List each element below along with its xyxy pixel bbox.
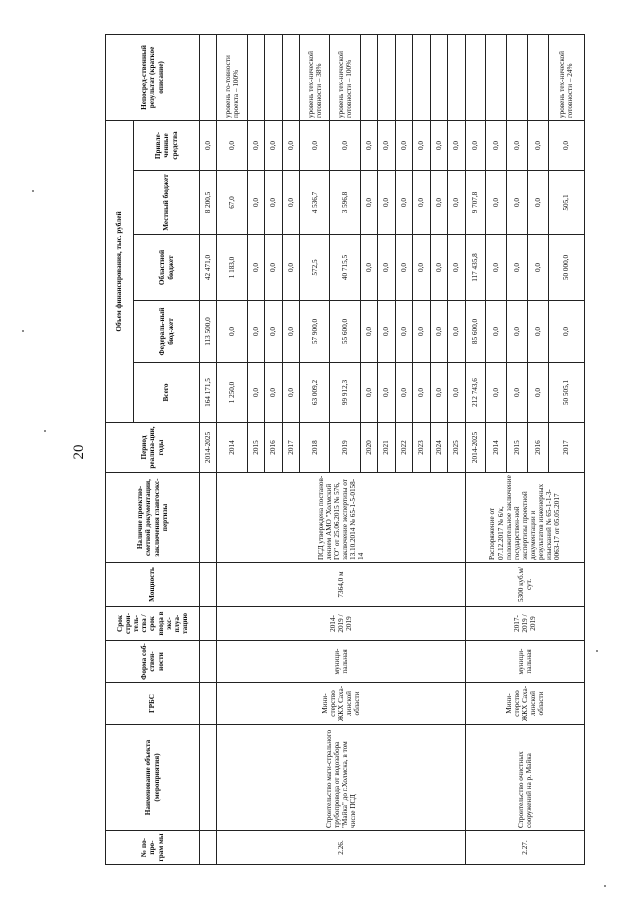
cell-local: 0,0 [430,171,447,235]
cell-result: уровень го-товности проекта – 100% [217,34,247,120]
header-attracted: Привле-ченные средства [134,120,200,170]
scan-speck [32,190,34,192]
cell-total: 0,0 [282,363,299,423]
cell-federal: 0,0 [507,301,528,363]
cell-regional: 0,0 [430,235,447,301]
cell-total: 0,0 [486,363,507,423]
cell-federal: 0,0 [247,301,264,363]
table-row [217,34,247,864]
cell-total: 0,0 [395,363,412,423]
cell-period: 2015 [247,423,264,473]
cell-local: 4 536,7 [300,171,330,235]
cell-period: 2015 [507,423,528,473]
cell-period: 2020 [360,423,377,473]
header-local: Местный бюджет [134,171,200,235]
cell-period: 2024 [430,423,447,473]
header-total: Всего [134,363,200,423]
cell-local: 8 200,5 [200,171,217,235]
cell-total: 0,0 [247,363,264,423]
header-term: Срок строи-тель-ства / срок ввода в экс-плуа-тацию [106,607,200,641]
cell-attracted: 0,0 [548,120,584,170]
cell-result [465,34,486,120]
cell-period: 2016 [265,423,282,473]
cell-local: 0,0 [360,171,377,235]
cell-total: 0,0 [378,363,395,423]
header-ownership: Форма соб-ствен-ности [106,641,200,683]
cell-total: 1 250,0 [217,363,247,423]
cell-result [486,34,507,120]
cell-attracted: 0,0 [486,120,507,170]
cell-regional: 1 183,0 [217,235,247,301]
cell-federal: 0,0 [217,301,247,363]
header-result: Непосред-ственный результат (краткое описание) [106,34,200,120]
table-row [465,34,486,864]
cell-total: 0,0 [507,363,528,423]
cell-local: 0,0 [247,171,264,235]
cell-total: 164 171,5 [200,363,217,423]
cell-regional: 0,0 [282,235,299,301]
cell-period: 2019 [330,423,360,473]
cell-total: 0,0 [528,363,549,423]
header-federal: Федераль-ный бюд-жет [134,301,200,363]
cell-total: 212 743,6 [465,363,486,423]
cell-federal: 85 600,0 [465,301,486,363]
cell-federal: 0,0 [548,301,584,363]
cell-total: 0,0 [265,363,282,423]
cell-period: 2021 [378,423,395,473]
cell-regional: 117 435,8 [465,235,486,301]
cell-local: 67,0 [217,171,247,235]
cell-result: уровень тех-нической готовности – 100% [330,34,360,120]
cell-regional: 40 715,5 [330,235,360,301]
cell-regional: 0,0 [413,235,430,301]
cell-regional: 0,0 [378,235,395,301]
cell-total: 0,0 [430,363,447,423]
scan-speck [604,885,606,887]
cell-local: 0,0 [486,171,507,235]
cell-empty [200,831,217,865]
cell-attracted: 0,0 [247,120,264,170]
cell-local: 0,0 [378,171,395,235]
cell-period: 2014-2025 [465,423,486,473]
cell-period: 2014 [486,423,507,473]
cell-regional: 50 000,0 [548,235,584,301]
cell-total: 99 912,3 [330,363,360,423]
cell-federal: 55 600,0 [330,301,360,363]
cell-attracted: 0,0 [507,120,528,170]
cell-period: 2022 [395,423,412,473]
cell-result [265,34,282,120]
cell-result [395,34,412,120]
cell-result [528,34,549,120]
cell-result [282,34,299,120]
cell-empty [200,725,217,831]
cell-attracted: 0,0 [528,120,549,170]
cell-result [413,34,430,120]
cell-docs: Распоряжение от 07.12.2017 № 6/к, положительное заключение государствен-ной экспертизы проектной документации и результатов инженерных изысканий № 65-1-1-3-0063-17 от 05.05.2017 [465,473,585,563]
cell-total: 0,0 [448,363,465,423]
cell-local: 505,1 [548,171,584,235]
cell-regional: 0,0 [507,235,528,301]
cell-attracted: 0,0 [360,120,377,170]
cell-empty [200,607,217,641]
cell-result: уровень тех-нической готовности – 24% [548,34,584,120]
cell-regional: 0,0 [448,235,465,301]
cell-attracted: 0,0 [217,120,247,170]
cell-attracted: 0,0 [413,120,430,170]
cell-local: 0,0 [448,171,465,235]
cell-federal: 0,0 [395,301,412,363]
cell-attracted: 0,0 [395,120,412,170]
cell-term: 2017-2019 / 2019 [465,607,585,641]
cell-regional: 0,0 [360,235,377,301]
cell-period: 2025 [448,423,465,473]
cell-federal: 0,0 [430,301,447,363]
cell-regional: 0,0 [486,235,507,301]
cell-name: Строительство очистных сооружений на р. Майка [465,725,585,831]
cell-local: 0,0 [413,171,430,235]
cell-attracted: 0,0 [330,120,360,170]
cell-empty [200,683,217,725]
cell-local: 9 707,8 [465,171,486,235]
cell-result [430,34,447,120]
cell-ownership: муници-пальная [465,641,585,683]
scan-speck [22,330,24,332]
cell-result [378,34,395,120]
funding-table [105,34,585,865]
cell-grbs: Мини-стерство ЖКХ Саха-линской области [465,683,585,725]
cell-attracted: 0,0 [200,120,217,170]
cell-empty [200,641,217,683]
cell-term: 2014-2019 / 2019 [217,607,465,641]
cell-federal: 0,0 [378,301,395,363]
scan-speck [44,430,46,432]
cell-period: 2016 [528,423,549,473]
cell-result: уровень тех-нической готовности – 38% [300,34,330,120]
cell-federal: 57 900,0 [300,301,330,363]
cell-name: Строительство маги-стрального трубопровода от водозабора "Майка" до г.Холмска, в том числе ПСД [217,725,465,831]
cell-attracted: 0,0 [378,120,395,170]
cell-total: 63 009,2 [300,363,330,423]
cell-regional: 0,0 [265,235,282,301]
cell-federal: 0,0 [413,301,430,363]
cell-num: 2.26. [217,831,465,865]
cell-result [507,34,528,120]
cell-result [360,34,377,120]
table-body [200,34,585,864]
cell-regional: 42 471,0 [200,235,217,301]
cell-attracted: 0,0 [265,120,282,170]
cell-local: 0,0 [507,171,528,235]
cell-regional: 0,0 [528,235,549,301]
cell-local: 0,0 [265,171,282,235]
cell-attracted: 0,0 [448,120,465,170]
cell-capacity: 5300 куб.м/сут. [465,563,585,607]
cell-local: 3 596,8 [330,171,360,235]
cell-period: 2014-2025 [200,423,217,473]
scan-speck [596,650,598,652]
cell-local: 0,0 [282,171,299,235]
cell-attracted: 0,0 [282,120,299,170]
cell-federal: 0,0 [282,301,299,363]
header-capacity: Мощность [106,563,200,607]
cell-federal: 113 500,0 [200,301,217,363]
cell-grbs: Мини-стерство ЖКХ Саха-линской области [217,683,465,725]
cell-empty [200,563,217,607]
cell-period: 2023 [413,423,430,473]
table-row [200,34,217,864]
cell-federal: 0,0 [528,301,549,363]
header-period: Период реализа-ции, годы [106,423,200,473]
header-grbs: ГРБС [106,683,200,725]
cell-federal: 0,0 [360,301,377,363]
cell-total: 0,0 [360,363,377,423]
cell-regional: 572,5 [300,235,330,301]
cell-regional: 0,0 [247,235,264,301]
cell-capacity: 7364,0 м [217,563,465,607]
cell-ownership: муници-пальная [217,641,465,683]
cell-federal: 0,0 [486,301,507,363]
page-number: 20 [71,444,87,460]
header-regional: Областной бюджет [134,235,200,301]
cell-total: 50 505,1 [548,363,584,423]
cell-num: 2.27. [465,831,585,865]
cell-docs: ПСД утверждена постанов-лением АМО "Холмский ГО" от 25.06.2015 № 576, заключение экспертизы от 13.10.2014 № 65-1-5-0158-14 [217,473,465,563]
cell-federal: 0,0 [265,301,282,363]
header-name: Наименование объекта (мероприятия) [106,725,200,831]
cell-empty [200,473,217,563]
cell-period: 2014 [217,423,247,473]
cell-result [448,34,465,120]
cell-total: 0,0 [413,363,430,423]
cell-result [200,34,217,120]
cell-regional: 0,0 [395,235,412,301]
cell-period: 2017 [282,423,299,473]
cell-result [247,34,264,120]
cell-period: 2017 [548,423,584,473]
cell-period: 2018 [300,423,330,473]
header-num: № по-про-грам мы [106,831,200,865]
cell-local: 0,0 [528,171,549,235]
header-funding: Объем финансирования, тыс. рублей [106,120,134,422]
cell-attracted: 0,0 [465,120,486,170]
cell-local: 0,0 [395,171,412,235]
header-docs: Наличие проектно-сметной документации, заключения главгосэкс-пертизы [106,473,200,563]
cell-federal: 0,0 [448,301,465,363]
cell-attracted: 0,0 [430,120,447,170]
cell-attracted: 0,0 [300,120,330,170]
table-area [105,35,585,865]
